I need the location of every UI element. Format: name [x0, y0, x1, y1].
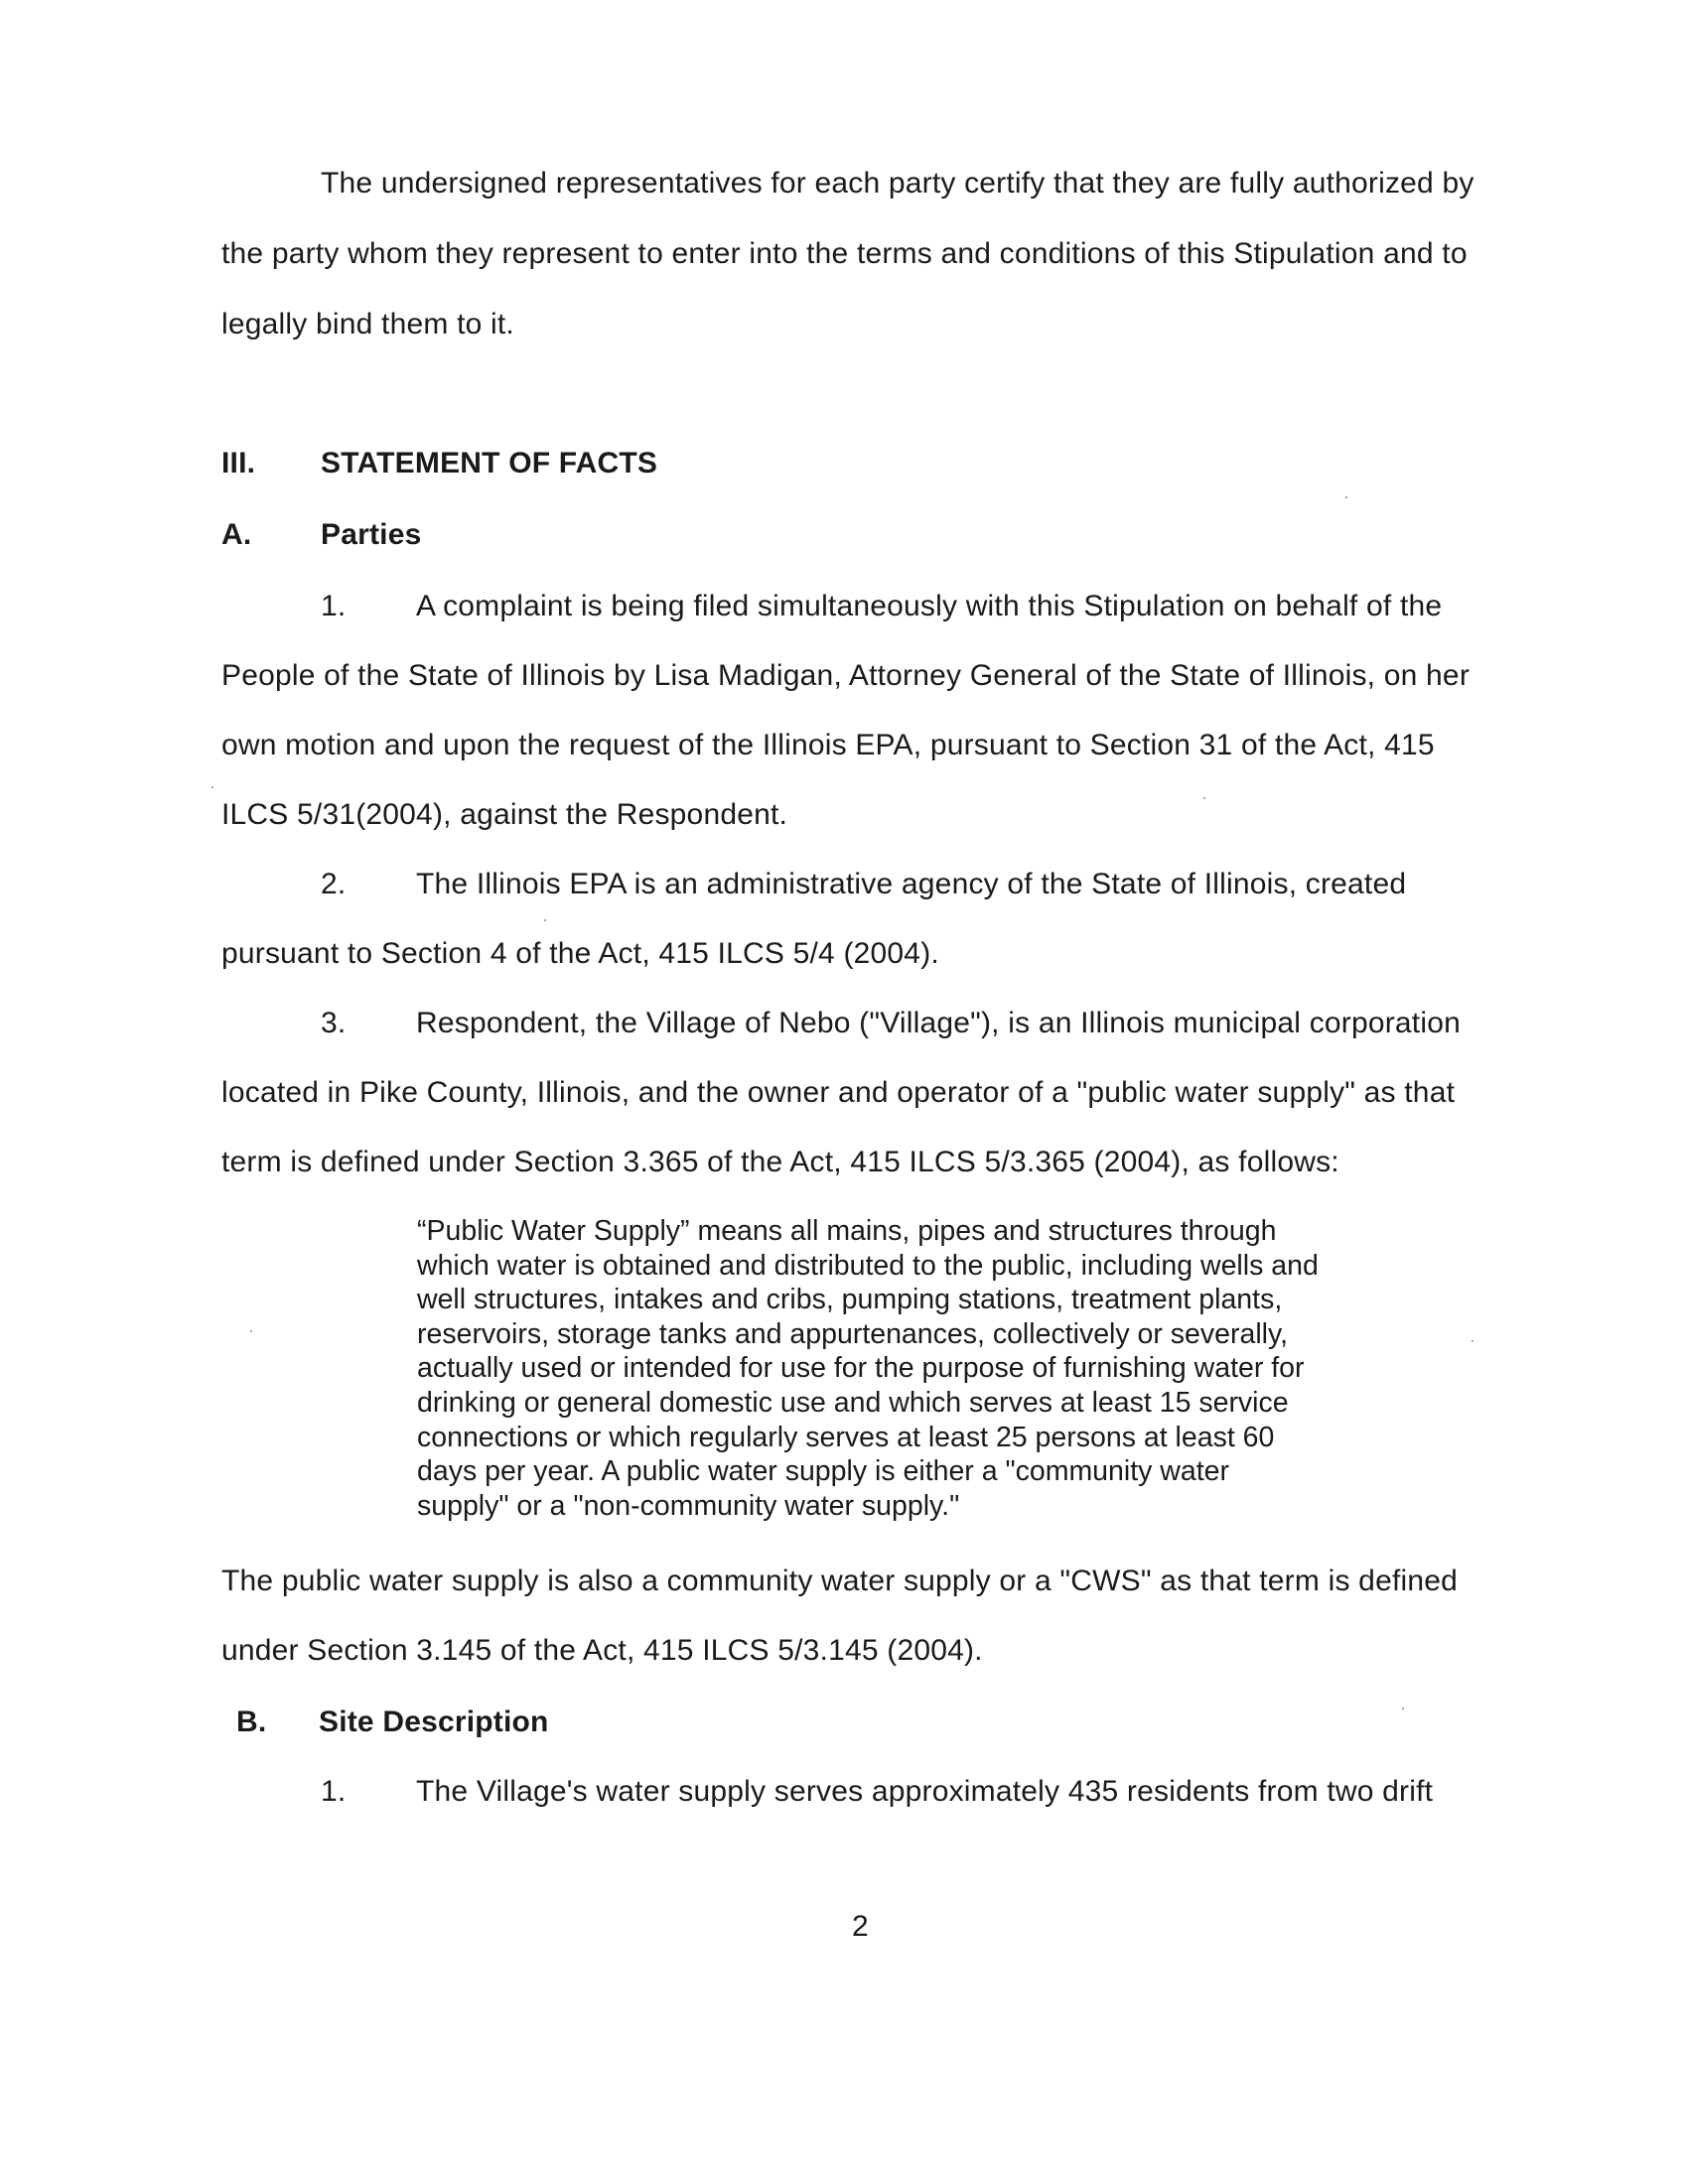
scan-speck: [1472, 1340, 1474, 1342]
para-b1-number: 1.: [321, 1775, 347, 1808]
section-b-letter: B.: [236, 1706, 267, 1738]
cws-line-2: under Section 3.145 of the Act, 415 ILCS 5/3.145 (2004).: [221, 1634, 983, 1667]
scan-speck: [250, 1330, 252, 1332]
scan-speck: [1402, 1707, 1404, 1709]
definition-line-5: actually used or intended for use for the purpose of furnishing water for: [417, 1352, 1305, 1385]
para-a3-line-2: located in Pike County, Illinois, and the owner and operator of a "public water supply" as that: [221, 1076, 1456, 1109]
definition-line-4: reservoirs, storage tanks and appurtenances, collectively or severally,: [417, 1317, 1289, 1350]
definition-line-1: “Public Water Supply” means all mains, pipes and structures through: [417, 1215, 1277, 1247]
para-a1-line-3: own motion and upon the request of the Illinois EPA, pursuant to Section 31 of the Act, 415: [221, 729, 1435, 761]
scan-speck: [544, 919, 546, 921]
para-a3-line-3: term is defined under Section 3.365 of the Act, 415 ILCS 5/3.365 (2004), as follows:: [221, 1146, 1339, 1178]
cws-line-1: The public water supply is also a community water supply or a "CWS" as that term is defined: [221, 1565, 1459, 1597]
page-number: 2: [852, 1910, 869, 1943]
scan-speck: [1345, 496, 1347, 498]
para-a2-number: 2.: [321, 868, 347, 900]
certification-line-1: The undersigned representatives for each party certify that they are fully authorized by: [321, 167, 1474, 200]
para-a1-line-4: ILCS 5/31(2004), against the Respondent.: [221, 798, 788, 831]
para-a2-line-1: The Illinois EPA is an administrative agency of the State of Illinois, created: [416, 868, 1407, 900]
section-iii-number: III.: [221, 447, 256, 479]
definition-line-8: days per year. A public water supply is either a "community water: [417, 1455, 1229, 1488]
definition-block-quote: [417, 1214, 1410, 1523]
para-a1-line-1: A complaint is being filed simultaneously with this Stipulation on behalf of the: [416, 590, 1443, 622]
certification-line-2: the party whom they represent to enter into the terms and conditions of this Stipulation and to: [221, 237, 1468, 270]
definition-line-9: supply" or a "non-community water supply.": [417, 1489, 960, 1522]
definition-line-6: drinking or general domestic use and which serves at least 15 service: [417, 1386, 1289, 1419]
scan-speck: [211, 786, 213, 788]
section-a-title: Parties: [321, 518, 422, 551]
para-a1-line-2: People of the State of Illinois by Lisa Madigan, Attorney General of the State of Illinois, on her: [221, 659, 1471, 692]
section-a-letter: A.: [221, 518, 252, 551]
scan-speck: [1203, 797, 1205, 799]
definition-line-3: well structures, intakes and cribs, pumping stations, treatment plants,: [417, 1284, 1283, 1316]
definition-line-7: connections or which regularly serves at least 25 persons at least 60: [417, 1421, 1275, 1453]
definition-line-2: which water is obtained and distributed to the public, including wells and: [417, 1249, 1319, 1282]
para-a3-line-1: Respondent, the Village of Nebo ("Village"), is an Illinois municipal corporation: [416, 1007, 1461, 1039]
section-iii-title: STATEMENT OF FACTS: [321, 447, 658, 479]
para-a2-line-2: pursuant to Section 4 of the Act, 415 ILCS 5/4 (2004).: [221, 937, 939, 970]
para-a1-number: 1.: [321, 590, 347, 622]
section-b-title: Site Description: [319, 1706, 549, 1738]
para-a3-number: 3.: [321, 1007, 347, 1039]
para-b1-line-1: The Village's water supply serves approximately 435 residents from two drift: [416, 1775, 1434, 1808]
certification-line-3: legally bind them to it.: [221, 308, 514, 341]
